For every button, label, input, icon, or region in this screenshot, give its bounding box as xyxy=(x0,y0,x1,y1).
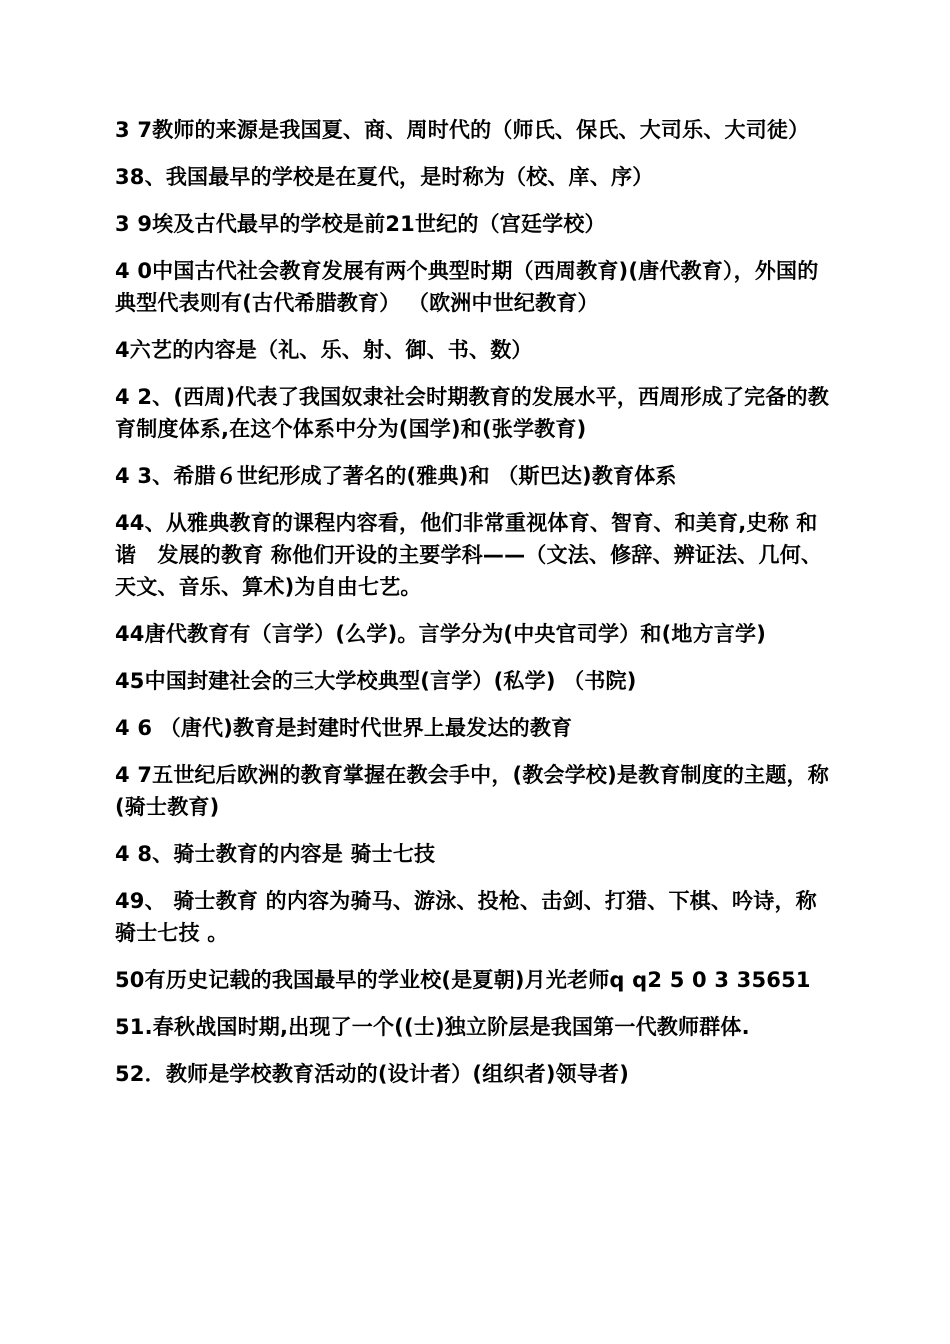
paragraph-39: 3 9埃及古代最早的学校是前21世纪的（宫廷学校） xyxy=(115,212,606,236)
paragraph-42: 4 2、(西周)代表了我国奴隶社会时期教育的发展水平，西周形成了完备的教育制度体系,在这个体系中分为(国学)和(张学教育) xyxy=(115,385,829,441)
paragraph-51: 51.春秋战国时期,出现了一个((士)独立阶层是我国第一代教师群体. xyxy=(115,1015,750,1039)
paragraph-47: 4 7五世纪后欧洲的教育掌握在教会手中，(教会学校)是教育制度的主题，称(骑士教育) xyxy=(115,763,829,819)
paragraph-43: 4 3、希腊６世纪形成了著名的(雅典)和 （斯巴达)教育体系 xyxy=(115,464,677,488)
paragraph-44b: 44唐代教育有（言学）(么学)。言学分为(中央官司学）和(地方言学) xyxy=(115,622,767,646)
paragraph-45: 45中国封建社会的三大学校典型(言学）(私学) （书院) xyxy=(115,669,637,693)
paragraph-52: 52．教师是学校教育活动的(设计者）(组织者)领导者) xyxy=(115,1062,630,1086)
paragraph-44a: 44、从雅典教育的课程内容看，他们非常重视体育、智育、和美育,史称 和谐 发展的教育 称他们开设的主要学科——（文法、修辞、辨证法、几何、天文、音乐、算术)为自由七艺。 xyxy=(115,511,823,599)
document-body xyxy=(115,114,830,1105)
paragraph-49: 49、 骑士教育 的内容为骑马、游泳、投枪、击剑、打猎、下棋、吟诗，称 骑士七技 。 xyxy=(115,889,817,945)
paragraph-48: 4 8、骑士教育的内容是 骑士七技 xyxy=(115,842,436,866)
paragraph-50: 50有历史记载的我国最早的学业校(是夏朝)月光老师q q2 5 0 3 35651 xyxy=(115,968,811,992)
paragraph-41: 4六艺的内容是（礼、乐、射、御、书、数） xyxy=(115,338,533,362)
paragraph-37: 3 7教师的来源是我国夏、商、周时代的（师氏、保氏、大司乐、大司徒） xyxy=(115,118,810,142)
paragraph-38: 38、我国最早的学校是在夏代，是时称为（校、庠、序） xyxy=(115,165,654,189)
paragraph-46: 4 6 （唐代)教育是封建时代世界上最发达的教育 xyxy=(115,716,573,740)
paragraph-40: 4 0中国古代社会教育发展有两个典型时期（西周教育)(唐代教育），外国的典型代表则有(古代希腊教育） （欧洲中世纪教育） xyxy=(115,259,819,315)
